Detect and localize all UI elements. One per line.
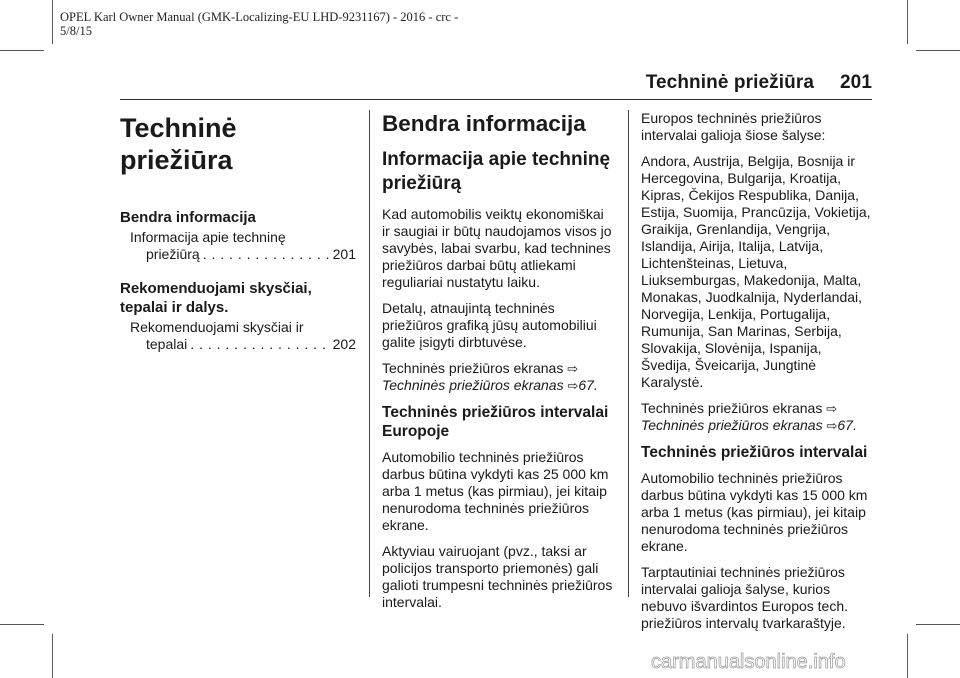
toc-entry-page: 202 bbox=[332, 336, 356, 352]
toc-leader-dots bbox=[203, 246, 330, 263]
running-title: Techninė priežiūra bbox=[645, 72, 814, 93]
watermark bbox=[650, 648, 950, 674]
reference-arrow-icon: ⇨ bbox=[826, 418, 838, 433]
cross-reference[interactable]: Techninės priežiūros ekranas ⇨ Techninės priežiūros ekranas ⇨67. bbox=[382, 360, 598, 393]
paragraph: Automobilio techninės priežiūros darbus būtina vykdyti kas 15 000 km arba 1 metus (kas pirmiau), jei kitaip nenurodoma techninės priežiūros ekrane. bbox=[641, 470, 868, 554]
crop-mark bbox=[916, 50, 960, 51]
reference-text: Techninės priežiūros ekranas bbox=[382, 360, 564, 376]
reference-arrow-icon: ⇨ bbox=[826, 401, 838, 416]
watermark-text: carmanualsonline.info bbox=[651, 651, 846, 673]
toc-entry-page: 201 bbox=[332, 246, 356, 262]
reference-link[interactable]: Techninės priežiūros ekranas bbox=[382, 377, 564, 393]
page-number: 201 bbox=[839, 72, 872, 93]
meta-line-2: 5/8/15 bbox=[60, 24, 92, 38]
crop-mark bbox=[916, 624, 960, 625]
crop-mark bbox=[52, 0, 53, 44]
reference-arrow-icon: ⇨ bbox=[567, 361, 579, 376]
reference-page[interactable]: 67 bbox=[578, 377, 594, 393]
column-divider bbox=[369, 110, 370, 597]
main-column-1 bbox=[382, 110, 614, 620]
toc-entry-line1: Informacija apie techninę bbox=[130, 229, 286, 245]
toc-entry-line2: tepalai bbox=[146, 336, 188, 352]
section-title: Bendra informacija bbox=[382, 111, 586, 136]
reference-text: Techninės priežiūros ekranas bbox=[641, 400, 823, 416]
chapter-title: Techninė priežiūra bbox=[120, 113, 237, 175]
toc-section-title[interactable]: Rekomenduojami skysčiai, tepalai ir dalys. bbox=[120, 280, 312, 316]
reference-arrow-icon: ⇨ bbox=[567, 378, 579, 393]
paragraph: Tarptautiniai techninės priežiūros intervalai galioja šalyse, kurios nebuvo išvardintos Europos tech. priežiūros intervalų tvarkaraštyje. bbox=[641, 564, 849, 631]
crop-mark bbox=[907, 0, 908, 44]
subheading-europe: Techninės priežiūros intervalai Europoje bbox=[382, 404, 609, 440]
countries-list: Andora, Austrija, Belgija, Bosnija ir Hercegovina, Bulgarija, Kroatija, Kipras, Čekijos Respublika, Danija, Estija, Suomija, Prancūzija, Vokietija, Graikija, Grenlandija, Vengrija, Islandija, Airija, Italija, Latvija, Lichtenšteinas, Lietuva, Liuksemburgas, Makedonija, Malta, Monakas, Juodkalnija, Nyderlandai, Norvegija, Lenkija, Portugalija, Rumunija, San Marinas, Serbija, Slovakija, Slovėnija, Ispanija, Švedija, Šveicarija, Jungtinė Karalystė. bbox=[641, 153, 871, 390]
header-rule bbox=[120, 99, 872, 100]
toc-entry-line2: priežiūrą bbox=[146, 246, 200, 262]
meta-line-1: OPEL Karl Owner Manual (GMK-Localizing-EU LHD-9231167) - 2016 - crc - bbox=[60, 10, 459, 24]
crop-mark bbox=[52, 634, 53, 678]
paragraph: Automobilio techninės priežiūros darbus būtina vykdyti kas 25 000 km arba 1 metus (kas pirmiau), jei kitaip nenurodoma techninės priežiūros ekrane. bbox=[382, 449, 609, 533]
crop-mark bbox=[0, 624, 44, 625]
main-column-2 bbox=[641, 110, 873, 641]
print-metadata bbox=[60, 10, 520, 38]
paragraph: Kad automobilis veiktų ekonomiškai ir saugiai ir būtų naudojamos visos jo savybės, labai svarbu, kad technines priežiūros darbai būtų atliekami reguliariai nustatytu laiku. bbox=[382, 206, 612, 290]
toc-entry[interactable] bbox=[130, 319, 356, 353]
cross-reference[interactable]: Techninės priežiūros ekranas ⇨ Techninės priežiūros ekranas ⇨67. bbox=[641, 400, 857, 433]
toc-entry[interactable] bbox=[130, 229, 356, 263]
paragraph: Detalų, atnaujintą techninės priežiūros grafiką jūsų automobiliui galite įsigyti dirbtuvėse. bbox=[382, 300, 597, 350]
toc-section-title[interactable]: Bendra informacija bbox=[120, 209, 256, 226]
toc-leader-dots bbox=[190, 336, 329, 353]
subheading-international: Techninės priežiūros intervalai bbox=[641, 444, 868, 461]
reference-page[interactable]: 67 bbox=[837, 417, 853, 433]
toc-entry-line1: Rekomenduojami skysčiai ir bbox=[130, 319, 304, 335]
subsection-title: Informacija apie techninę priežiūrą bbox=[382, 149, 611, 194]
column-divider bbox=[628, 110, 629, 597]
paragraph: Europos techninės priežiūros intervalai galioja šiose šalyse: bbox=[641, 110, 826, 143]
running-header bbox=[646, 72, 872, 94]
crop-mark bbox=[0, 50, 44, 51]
reference-link[interactable]: Techninės priežiūros ekranas bbox=[641, 417, 823, 433]
toc-column bbox=[120, 110, 356, 369]
paragraph: Aktyviau vairuojant (pvz., taksi ar policijos transporto priemonės) gali galioti trumpesni techninės priežiūros intervalai. bbox=[382, 543, 613, 610]
